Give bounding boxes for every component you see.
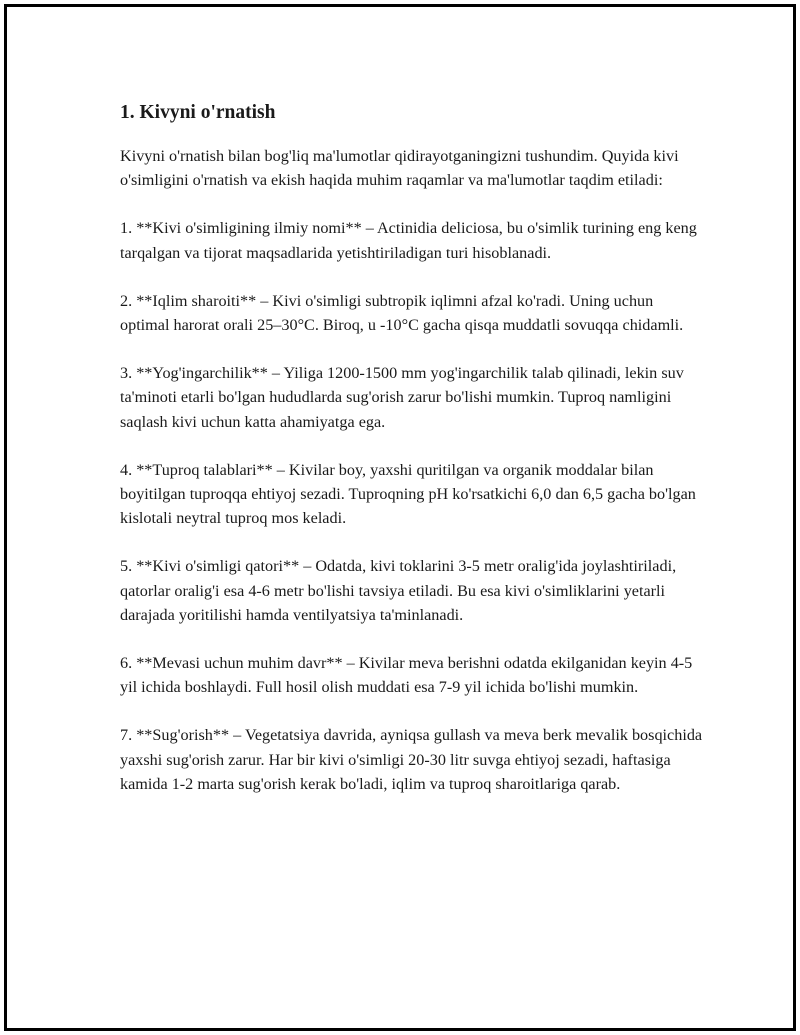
item-row-spacing: 5. **Kivi o'simligi qatori** – Odatda, kivi toklarini 3-5 metr oralig'ida joylashtiriladi, qatorlar oralig'i esa 4-6 metr bo'lishi tavsiya etiladi. Bu esa kivi o'simliklarini yetarli darajada yoritilishi hamda ventilyatsiya ta'minlanadi. — [120, 557, 677, 624]
item-scientific-name: 1. **Kivi o'simligining ilmiy nomi** – Actinidia deliciosa, bu o'simlik turining eng keng tarqalgan va tijorat maqsadlarida yetishtiriladigan turi hisoblanadi. — [120, 219, 697, 262]
item-irrigation: 7. **Sug'orish** – Vegetatsiya davrida, ayniqsa gullash va meva berk mevalik bosqichida yaxshi sug'orish zarur. Har bir kivi o'simligi 20-30 litr suvga ehtiyoj sezadi, haftasiga kamida 1-2 marta sug'orish kerak bo'ladi, iqlim va tuproq sharoitlariga qarab. — [120, 726, 703, 793]
page-frame — [4, 4, 796, 1031]
item-climate: 2. **Iqlim sharoiti** – Kivi o'simligi subtropik iqlimni afzal ko'radi. Uning uchun optimal harorat orali 25–30°C. Biroq, u -10°C gacha qisqa muddatli sovuqqa chidamli. — [120, 291, 684, 335]
item-soil: 4. **Tuproq talablari** – Kivilar boy, yaxshi quritilgan va organik moddalar bilan boyitilgan tuproqqa ehtiyoj sezadi. Tuproqning pH ko'rsatkichi 6,0 dan 6,5 gacha bo'lgan kislotali neytral tuproq mos keladi. — [120, 460, 696, 528]
document-body — [120, 99, 705, 820]
document-title: 1. Kivyni o'rnatish — [120, 102, 276, 123]
item-fruiting-period: 6. **Mevasi uchun muhim davr** – Kivilar meva berishni odatda ekilganidan keyin 4-5 yil ichida boshlaydi. Full hosil olish muddati esa 7-9 yil ichida bo'lishi mumkin. — [120, 654, 693, 697]
intro-paragraph: Kivyni o'rnatish bilan bog'liq ma'lumotlar qidirayotganingizni tushundim. Quyida kivi o'simligini o'rnatish va ekish haqida muhim raqamlar va ma'lumotlar taqdim etiladi: — [120, 147, 679, 190]
item-rainfall: 3. **Yog'ingarchilik** – Yiliga 1200-1500 mm yog'ingarchilik talab qilinadi, lekin suv ta'minoti etarli bo'lgan hududlarda sug'orish zarur bo'lishi mumkin. Tuproq namligini saqlash kivi uchun katta ahamiyatga ega. — [120, 364, 684, 431]
